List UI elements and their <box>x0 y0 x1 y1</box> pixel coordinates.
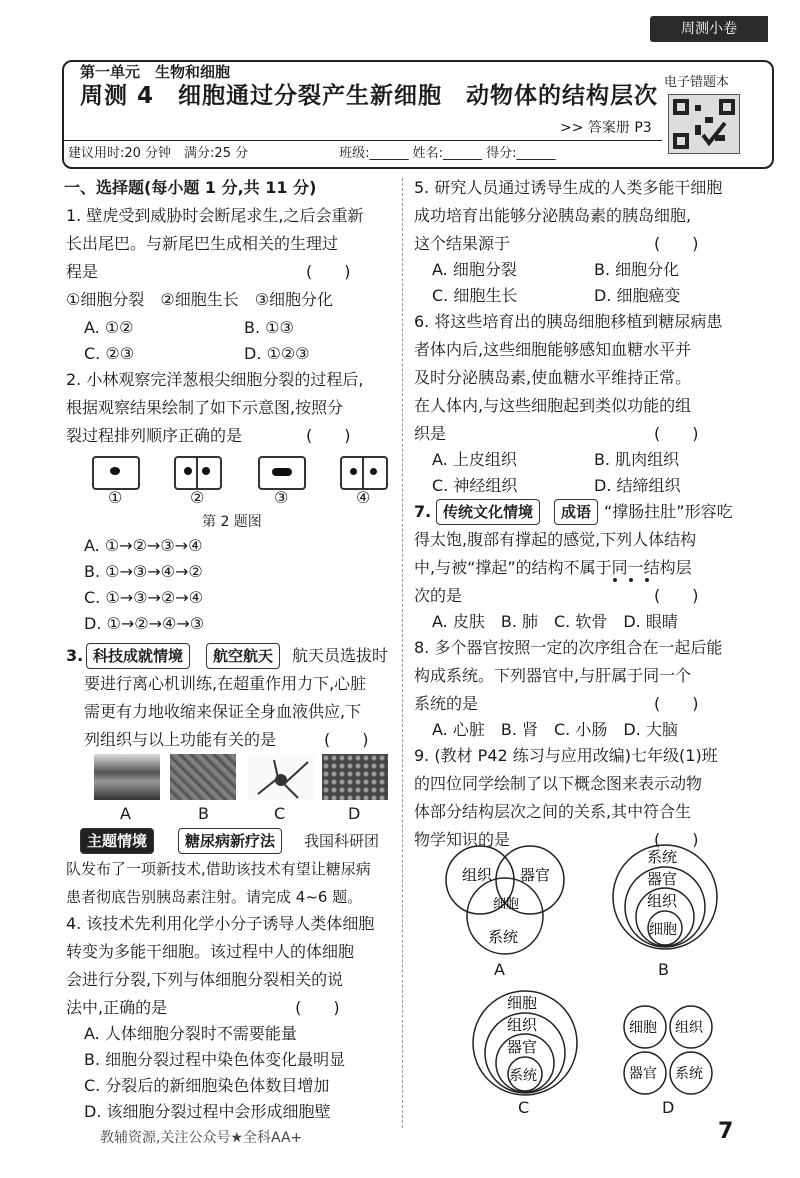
q6-option[interactable]: A. 上皮组织 <box>432 450 517 469</box>
q3-image-label: D <box>348 804 361 823</box>
unit-label: 第一单元 生物和细胞 <box>80 63 231 81</box>
q9-diagram-d <box>622 1004 714 1096</box>
q2-line: 裂过程排列顺序正确的是 ( ) <box>66 426 351 445</box>
diagram-label: 器官 <box>507 1038 538 1056</box>
q2-option[interactable]: B. ①→③→④→② <box>84 562 203 581</box>
q2-cell-figure <box>174 456 222 490</box>
q7-tag-context: 传统文化情境 <box>436 499 540 525</box>
q3-tag-topic: 航空航天 <box>206 643 280 669</box>
q2-line: 根据观察结果绘制了如下示意图,按照分 <box>66 398 344 417</box>
q9-diagram-label: C <box>518 1098 530 1117</box>
q6-option[interactable]: B. 肌肉组织 <box>594 450 680 469</box>
q8-options[interactable]: A. 心脏 B. 肾 C. 小肠 D. 大脑 <box>432 720 678 739</box>
q4-option[interactable]: A. 人体细胞分裂时不需要能量 <box>84 1024 297 1043</box>
q9-diagram-label: D <box>662 1098 675 1117</box>
tissue-image-a <box>94 754 160 800</box>
q3-line: 要进行离心机训练,在超重作用力下,心脏 <box>84 674 367 693</box>
q1-option[interactable]: B. ①③ <box>244 318 294 337</box>
q2-figure-label: ① <box>108 488 123 507</box>
diagram-label: 系统 <box>509 1068 537 1084</box>
q9-diagram-c <box>470 988 580 1098</box>
diag-a-label: 组织 <box>462 866 493 884</box>
theme-line: 患者彻底告别胰岛素注射。请完成 4~6 题。 <box>66 888 363 906</box>
tissue-image-b <box>170 754 236 800</box>
q9-line: 9. (教材 P42 练习与应用改编)七年级(1)班 <box>414 746 718 765</box>
q2-cell-figure <box>258 456 306 490</box>
q2-caption: 第 2 题图 <box>202 514 262 530</box>
q7-tag-topic: 成语 <box>554 499 598 525</box>
q2-figure-label: ④ <box>356 488 371 507</box>
q6-line: 者体内后,这些细胞能够感知血糖水平并 <box>414 340 692 359</box>
emphasis-dot <box>645 578 649 582</box>
q1-option[interactable]: A. ①② <box>84 318 134 337</box>
q3-line: 需更有力地收缩来保证全身血液供应,下 <box>84 702 362 721</box>
q3-tag-context: 科技成就情境 <box>86 643 190 669</box>
q3-number: 3. <box>66 646 84 665</box>
q2-option[interactable]: D. ①→②→④→③ <box>84 614 205 633</box>
q5-option[interactable]: A. 细胞分裂 <box>432 260 517 279</box>
q7-line: 得太饱,腹部有撑起的感觉,下列人体结构 <box>414 530 697 549</box>
q4-option[interactable]: D. 该细胞分裂过程中会形成细胞壁 <box>84 1102 331 1121</box>
q6-line: 及时分泌胰岛素,使血糖水平维持正常。 <box>414 368 692 387</box>
q4-line: 4. 该技术先利用化学小分子诱导人类体细胞 <box>66 914 375 933</box>
meta-line: 建议用时:20 分钟 满分:25 分 班级:______ 姓名:______ 得分:______ <box>68 146 556 161</box>
q7-number: 7. <box>414 502 432 521</box>
diag-a-label: 器官 <box>520 866 551 884</box>
q6-line: 织是 ( ) <box>414 424 699 443</box>
q9-line: 的四位同学绘制了以下概念图来表示动物 <box>414 774 703 793</box>
diagram-label: 系统 <box>675 1066 703 1082</box>
q2-figure-label: ② <box>190 488 205 507</box>
q8-line: 8. 多个器官按照一定的次序组合在一起后能 <box>414 638 723 657</box>
q7-line: 中,与被“撑起”的结构不属于同一结构层 <box>414 558 692 577</box>
page-title: 周测 4 细胞通过分裂产生新细胞 动物体的结构层次 <box>80 83 659 109</box>
q3-image-label: A <box>120 804 131 823</box>
theme-tag: 主题情境 <box>80 828 154 854</box>
q6-option[interactable]: D. 结缔组织 <box>594 476 681 495</box>
diagram-label: 组织 <box>507 1016 538 1034</box>
q9-line: 体部分结构层次之间的关系,其中符合生 <box>414 802 692 821</box>
q1-line: 长出尾巴。与新尾巴生成相关的生理过 <box>66 234 339 253</box>
theme-topic-tag: 糖尿病新疗法 <box>178 828 282 854</box>
q9-diagram-a <box>430 838 580 978</box>
q8-line: 构成系统。下列器官中,与肝属于同一个 <box>414 666 692 685</box>
q5-line: 5. 研究人员通过诱导生成的人类多能干细胞 <box>414 178 723 197</box>
q9-diagram-label: A <box>494 960 505 979</box>
diag-a-label: 系统 <box>488 928 519 946</box>
q7-line: “撑肠拄肚”形容吃 <box>604 502 733 521</box>
diagram-label: 组织 <box>675 1020 703 1036</box>
diagram-label: 器官 <box>647 870 678 888</box>
page-number: 7 <box>718 1119 734 1144</box>
q7-options[interactable]: A. 皮肤 B. 肺 C. 软骨 D. 眼睛 <box>432 612 678 631</box>
q2-line: 2. 小林观察完洋葱根尖细胞分裂的过程后, <box>66 370 364 389</box>
q5-option[interactable]: C. 细胞生长 <box>432 286 518 305</box>
q1-option[interactable]: C. ②③ <box>84 344 135 363</box>
q7-line: 次的是 ( ) <box>414 586 699 605</box>
q6-line: 6. 将这些培育出的胰岛细胞移植到糖尿病患 <box>414 312 723 331</box>
diagram-label: 系统 <box>647 848 678 866</box>
q3-line: 航天员选拔时 <box>292 646 389 665</box>
diag-a-label: 细胞 <box>493 897 520 912</box>
q5-option[interactable]: D. 细胞癌变 <box>594 286 681 305</box>
q3-image-label: B <box>198 804 209 823</box>
q2-cell-figure <box>92 456 140 490</box>
emphasis-dot <box>613 578 617 582</box>
footer-text: 教辅资源,关注公众号★全科AA+ <box>100 1130 303 1146</box>
q9-line: 物学知识的是 ( ) <box>414 830 699 849</box>
diagram-label: 细胞 <box>649 922 677 938</box>
emphasis-dot <box>629 578 633 582</box>
q9-diagram-b <box>610 842 720 952</box>
q5-line: 成功培育出能够分泌胰岛素的胰岛细胞, <box>414 206 692 225</box>
header-divider <box>62 140 662 141</box>
top-tab: 周测小卷 <box>650 16 768 42</box>
q3-line: 列组织与以上功能有关的是 ( ) <box>84 730 369 749</box>
tissue-image-c <box>248 754 314 800</box>
q5-option[interactable]: B. 细胞分化 <box>594 260 680 279</box>
q2-option[interactable]: C. ①→③→②→④ <box>84 588 203 607</box>
diagram-label: 组织 <box>647 892 678 910</box>
q1-option[interactable]: D. ①②③ <box>244 344 310 363</box>
q6-line: 在人体内,与这些细胞起到类似功能的组 <box>414 396 692 415</box>
q1-line: 程是 ( ) <box>66 262 351 281</box>
q1-line: ①细胞分裂 ②细胞生长 ③细胞分化 <box>66 290 334 309</box>
qr-code-icon[interactable] <box>668 94 740 154</box>
q4-line: 法中,正确的是 ( ) <box>66 998 340 1017</box>
q4-option[interactable]: C. 分裂后的新细胞染色体数目增加 <box>84 1076 330 1095</box>
q6-option[interactable]: C. 神经组织 <box>432 476 518 495</box>
answer-ref: >> 答案册 P3 <box>560 120 652 136</box>
q8-line: 系统的是 ( ) <box>414 694 699 713</box>
q2-option[interactable]: A. ①→②→③→④ <box>84 536 203 555</box>
section-title: 一、选择题(每小题 1 分,共 11 分) <box>64 178 317 197</box>
q5-line: 这个结果源于 ( ) <box>414 234 699 253</box>
q4-line: 会进行分裂,下列与体细胞分裂相关的说 <box>66 970 344 989</box>
theme-line: 我国科研团 <box>304 832 380 850</box>
q4-option[interactable]: B. 细胞分裂过程中染色体变化最明显 <box>84 1050 346 1069</box>
q4-line: 转变为多能干细胞。该过程中人的体细胞 <box>66 942 355 961</box>
q2-figure-label: ③ <box>274 488 289 507</box>
qr-label: 电子错题本 <box>664 75 730 90</box>
qr-pattern <box>669 95 739 153</box>
column-divider <box>402 178 403 1128</box>
diagram-label: 器官 <box>629 1066 657 1082</box>
q9-diagram-label: B <box>658 960 669 979</box>
q3-image-label: C <box>274 804 286 823</box>
tissue-image-d <box>322 754 388 800</box>
theme-line: 队发布了一项新技术,借助该技术有望让糖尿病 <box>66 860 371 878</box>
diagram-label: 细胞 <box>507 994 538 1012</box>
q1-line: 1. 壁虎受到威胁时会断尾求生,之后会重新 <box>66 206 364 225</box>
q2-cell-figure <box>340 456 388 490</box>
diagram-label: 细胞 <box>629 1020 657 1036</box>
